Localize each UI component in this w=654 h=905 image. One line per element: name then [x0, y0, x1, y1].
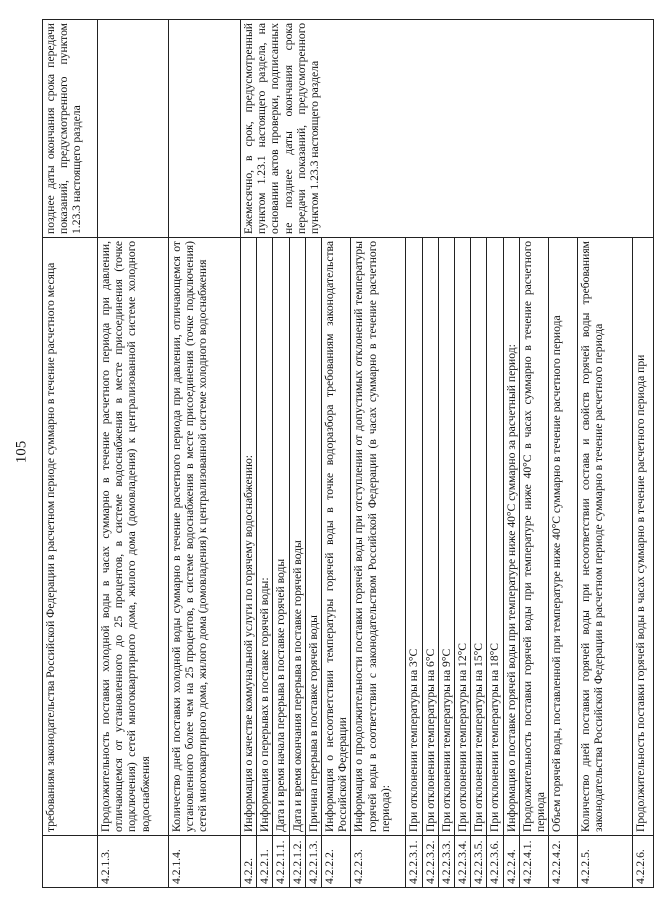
item-description: Дата и время окончания перерыва в поставке горячей воды: [289, 238, 305, 836]
item-description: Информация о поставке горячей воды при температуре ниже 40°С суммарно за расчетный период:: [503, 238, 519, 836]
item-description: При отклонении температуры на 3°С: [406, 238, 422, 836]
item-description: Количество дней поставки холодной воды суммарно в течение расчетного периода при давлении, отличающемся от установленного более чем на 25 процентов, в системе водоснабжения в месте присоединения (точке подключения) сетей многоквартирного дома, жилого дома (домовладения) к централизованной системе холодного водоснабжения: [169, 238, 241, 836]
item-description: При отклонении температуры на 18°С: [487, 238, 503, 836]
item-description: Продолжительность поставки горячей воды при температуре ниже 40°С в часах суммарно в течение расчетного периода: [519, 238, 548, 836]
item-number: 4.2.1.4.: [169, 836, 241, 888]
item-description: Информация о несоответствии температуры горячей воды в точке водоразбора требованиям законодательства Российской Федерации: [322, 238, 351, 836]
item-number: 4.2.2.1.2.: [289, 836, 305, 888]
requirements-table: [42, 19, 654, 888]
item-number: 4.2.2.4.2.: [549, 836, 578, 888]
table-row: [169, 20, 241, 888]
item-description: Информация о перерывах в поставке горячей воды:: [257, 238, 273, 836]
item-description: При отклонении температуры на 9°С: [438, 238, 454, 836]
page-number: 105: [13, 440, 30, 464]
document-table-container: [42, 20, 648, 888]
item-number: 4.2.2.3.6.: [487, 836, 503, 888]
table-row: [241, 20, 257, 888]
item-description: Продолжительность поставки горячей воды в часах суммарно в течение расчетного периода при: [633, 238, 654, 836]
item-number: 4.2.2.3.5.: [471, 836, 487, 888]
item-description: Продолжительность поставки холодной воды в часах суммарно в течение расчетного периода при давлении, отличающемся от установленного до 25 процентов, в системе водоснабжения в месте присоединения (точке подключения) сетей многоквартирного дома, жилого дома (домовладения) к централизованной системе холодного водоснабжения: [98, 238, 169, 836]
item-number: 4.2.2.1.3.: [305, 836, 321, 888]
item-number: 4.2.2.6.: [633, 836, 654, 888]
item-description: При отклонении температуры на 12°С: [455, 238, 471, 836]
submission-deadline: позднее даты окончания срока передачи показаний, предусмотренного пунктом 1.23.3 настоящего раздела: [43, 20, 98, 238]
item-number: 4.2.2.5.: [578, 836, 633, 888]
item-number: [43, 836, 98, 888]
item-description: Объем горячей воды, поставленной при температуре ниже 40°С суммарно в течение расчетного периода: [549, 238, 578, 836]
item-description: При отклонении температуры на 15°С: [471, 238, 487, 836]
item-description: Количество дней поставки горячей воды при несоответствии состава и свойств горячей воды требованиям законодательства Российской Федерации в расчетном периоде суммарно в течение расчетного периода: [578, 238, 633, 836]
item-description: Дата и время начала перерыва в поставке горячей воды: [273, 238, 289, 836]
table-row: [43, 20, 98, 888]
item-description: При отклонении температуры на 6°С: [422, 238, 438, 836]
item-number: 4.2.1.3.: [98, 836, 169, 888]
submission-deadline: Ежемесячно, в срок, предусмотренный пунктом 1.23.1 настоящего раздела, на основании актов проверки, подписанных не позднее даты окончания срока передачи показаний, предусмотренного пунктом 1.23.3 настоящего раздела: [241, 20, 654, 238]
item-number: 4.2.2.3.: [351, 836, 406, 888]
item-description: Информация о качестве коммунальной услуги по горячему водоснабжению:: [241, 238, 257, 836]
item-number: 4.2.2.4.1.: [519, 836, 548, 888]
submission-deadline: [98, 20, 169, 238]
item-number: 4.2.2.1.1.: [273, 836, 289, 888]
item-description: Информация о продолжительности поставки горячей воды при отступлении от допустимых отклонений температуры горячей воды в соответствии с законодательством Российской Федерации (в часах суммарно в течение расчетного периода):: [351, 238, 406, 836]
item-number: 4.2.2.1.: [257, 836, 273, 888]
item-number: 4.2.2.3.4.: [455, 836, 471, 888]
submission-deadline: [169, 20, 241, 238]
item-number: 4.2.2.: [241, 836, 257, 888]
item-description: требованиям законодательства Российской Федерации в расчетном периоде суммарно в течение расчетного месяца: [43, 238, 98, 836]
table-row: [98, 20, 169, 888]
item-number: 4.2.2.3.3.: [438, 836, 454, 888]
item-number: 4.2.2.4.: [503, 836, 519, 888]
item-number: 4.2.2.3.2.: [422, 836, 438, 888]
item-description: Причина перерыва в поставке горячей воды: [305, 238, 321, 836]
item-number: 4.2.2.3.1.: [406, 836, 422, 888]
item-number: 4.2.2.2.: [322, 836, 351, 888]
